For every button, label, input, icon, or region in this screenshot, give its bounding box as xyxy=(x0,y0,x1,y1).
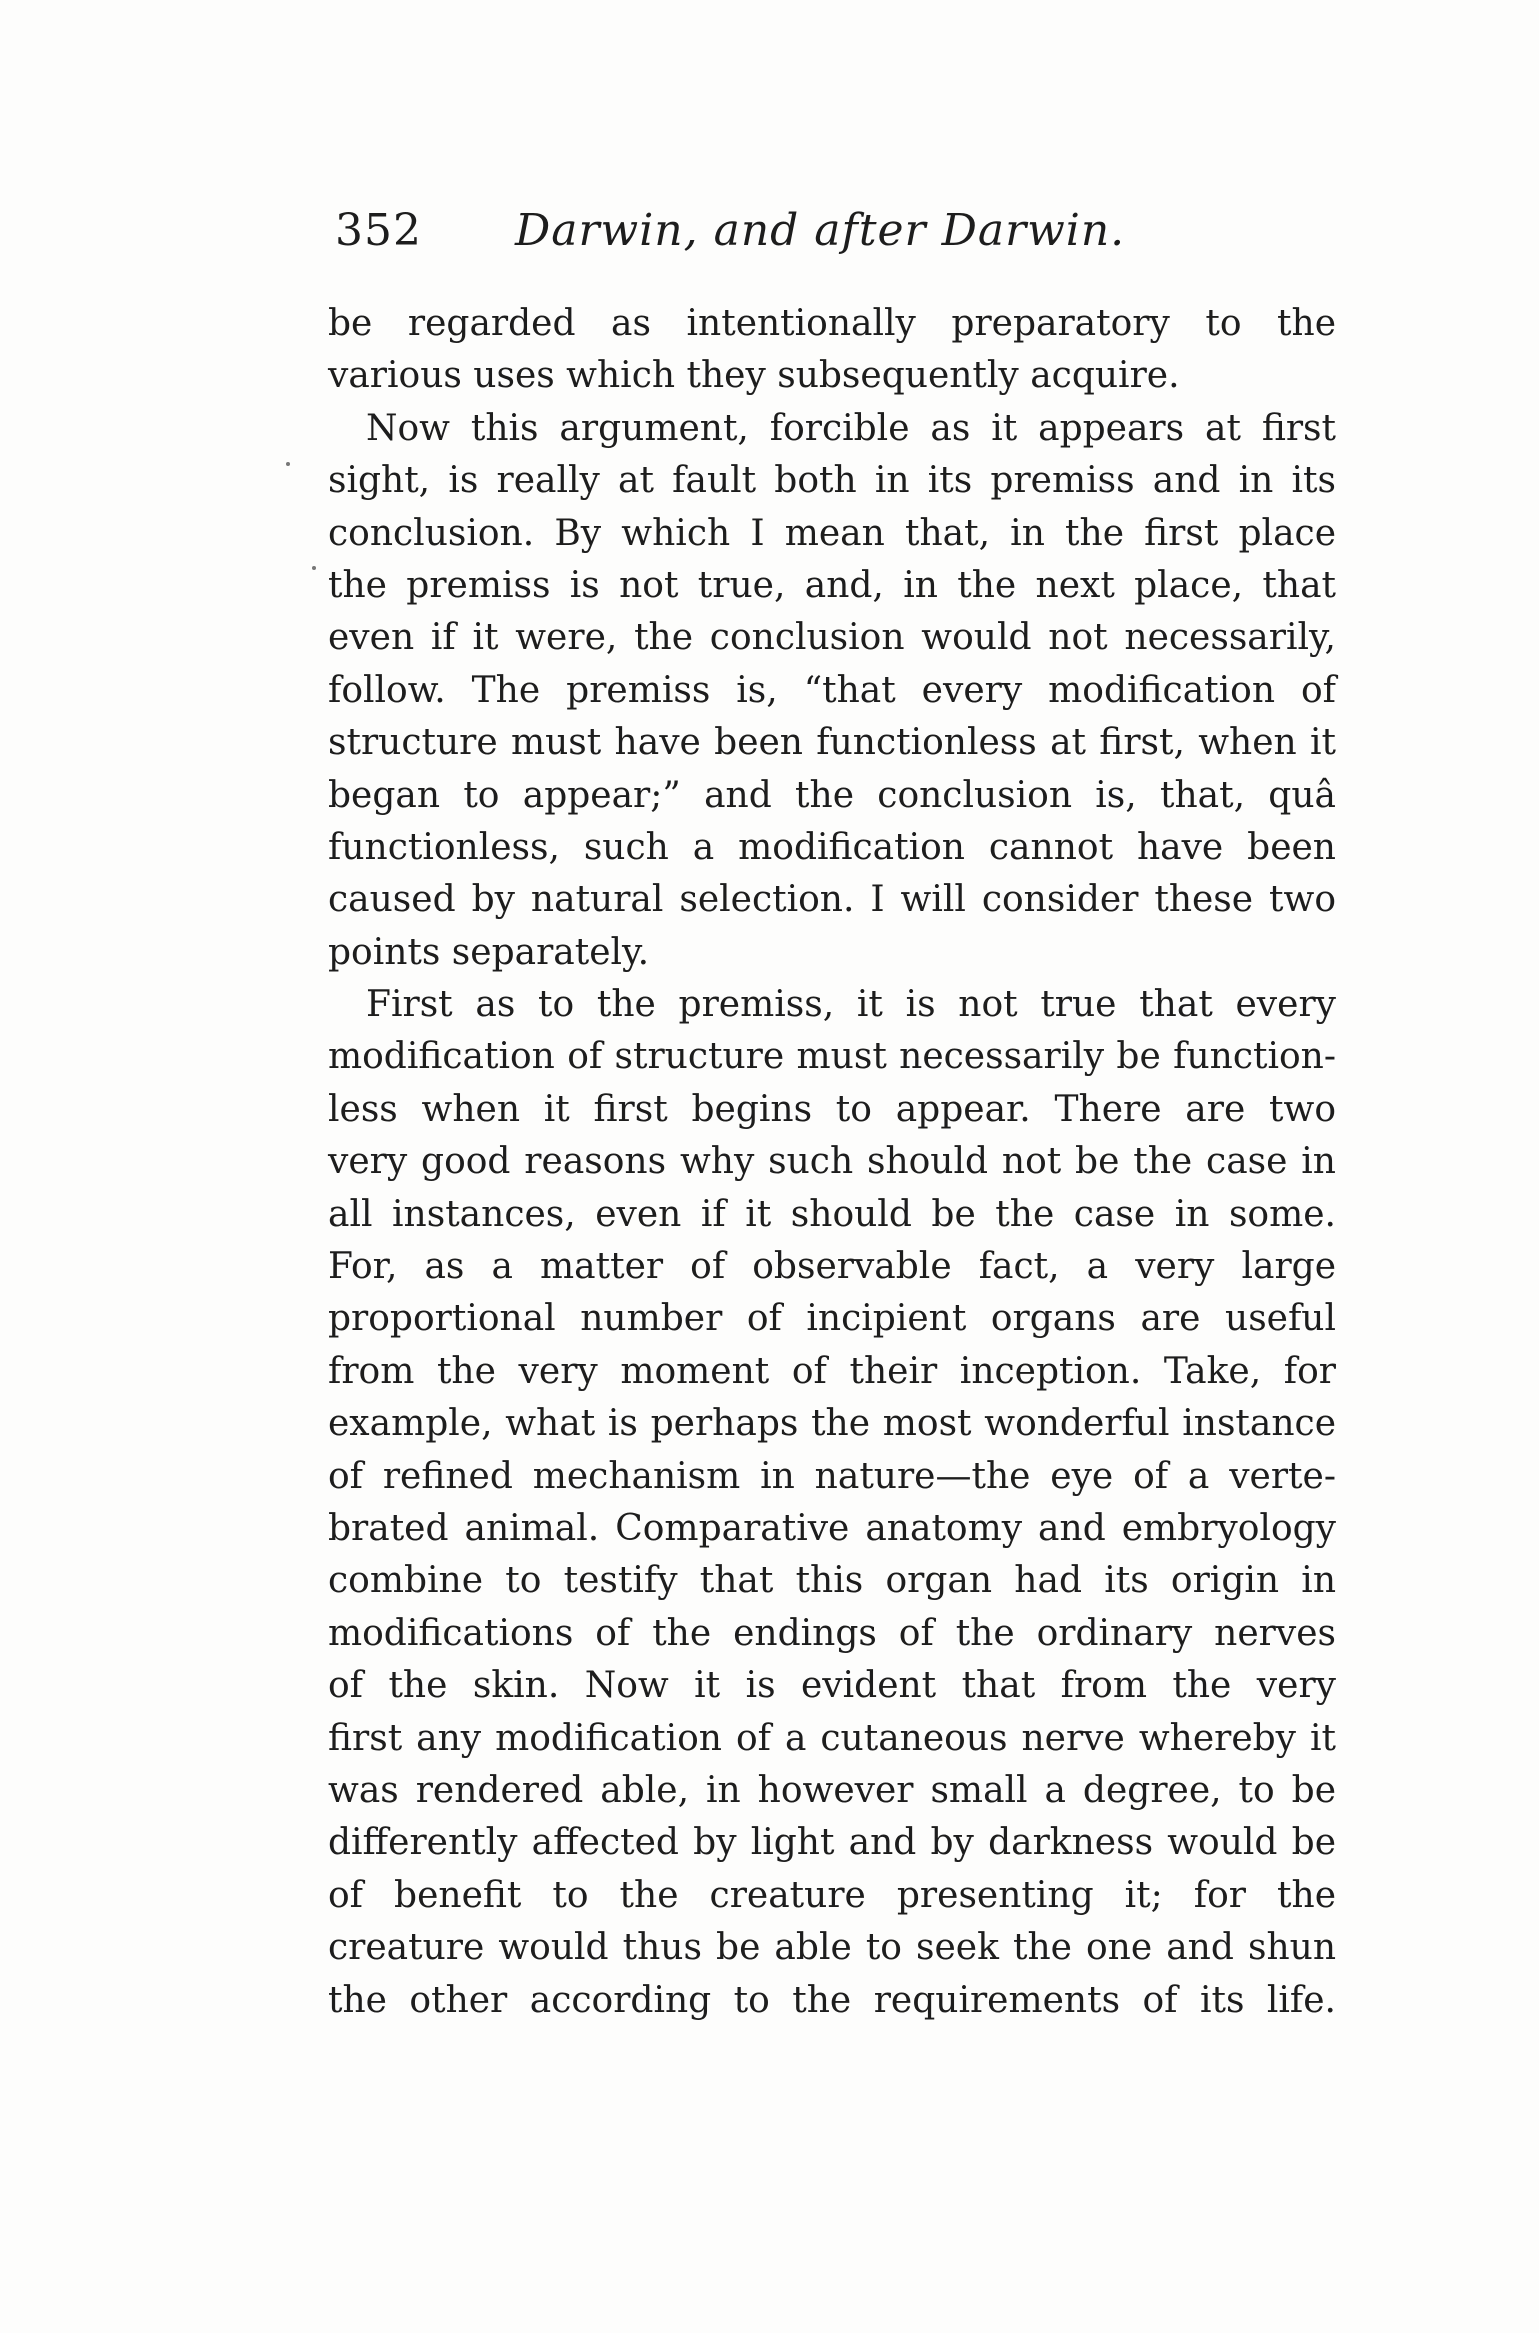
text-line: example, what is perhaps the most wonderful instance xyxy=(328,1403,1336,1445)
text-line: the other according to the requirements of its life. xyxy=(328,1979,1336,2021)
text-line: very good reasons why such should not be the case in xyxy=(328,1141,1336,1183)
text-line: of the skin. Now it is evident that from the very xyxy=(328,1665,1336,1707)
text-line: structure must have been functionless at first, when it xyxy=(328,722,1336,764)
text-line: Now this argument, forcible as it appears at first xyxy=(366,407,1336,449)
text-line: various uses which they subsequently acquire. xyxy=(328,355,1180,397)
text-line: First as to the premiss, it is not true that every xyxy=(366,984,1336,1026)
text-line: conclusion. By which I mean that, in the first place xyxy=(328,512,1336,554)
text-line: functionless, such a modification cannot have been xyxy=(328,826,1336,868)
text-line: the premiss is not true, and, in the next place, that xyxy=(328,564,1336,606)
text-line: less when it first begins to appear. There are two xyxy=(328,1088,1336,1130)
margin-speck xyxy=(312,566,316,570)
text-line: from the very moment of their inception. Take, for xyxy=(328,1350,1336,1392)
text-line: brated animal. Comparative anatomy and embryology xyxy=(328,1507,1336,1549)
text-line: all instances, even if it should be the case in some. xyxy=(328,1193,1336,1235)
text-line: first any modification of a cutaneous nerve whereby it xyxy=(328,1717,1336,1759)
text-line: caused by natural selection. I will consider these two xyxy=(328,879,1336,921)
text-line: be regarded as intentionally preparatory to the xyxy=(328,303,1336,344)
running-title: Darwin, and after Darwin. xyxy=(515,205,1126,256)
text-line: of benefit to the creature presenting it; for the xyxy=(328,1874,1336,1916)
page-number: 352 xyxy=(335,205,422,256)
text-line: was rendered able, in however small a degree, to be xyxy=(328,1769,1336,1811)
text-line: began to appear;” and the conclusion is, that, quâ xyxy=(328,774,1336,816)
text-line: differently affected by light and by darkness would be xyxy=(328,1822,1336,1864)
body-text xyxy=(328,298,1336,2027)
text-line: follow. The premiss is, “that every modification of xyxy=(328,669,1336,711)
text-line: creature would thus be able to seek the one and shun xyxy=(328,1927,1336,1969)
margin-speck xyxy=(286,462,290,466)
running-head xyxy=(335,196,1335,266)
text-line: modifications of the endings of the ordinary nerves xyxy=(328,1612,1336,1654)
text-line: sight, is really at fault both in its premiss and in its xyxy=(328,460,1336,502)
text-line: For, as a matter of observable fact, a very large xyxy=(328,1246,1336,1288)
text-line: proportional number of incipient organs are useful xyxy=(328,1298,1336,1340)
text-line: points separately. xyxy=(328,931,650,973)
text-line: combine to testify that this organ had its origin in xyxy=(328,1560,1336,1602)
text-line: of refined mechanism in nature—the eye of a verte- xyxy=(328,1455,1336,1497)
text-line: even if it were, the conclusion would not necessarily, xyxy=(328,617,1336,659)
text-line: modification of structure must necessarily be function- xyxy=(328,1036,1336,1078)
